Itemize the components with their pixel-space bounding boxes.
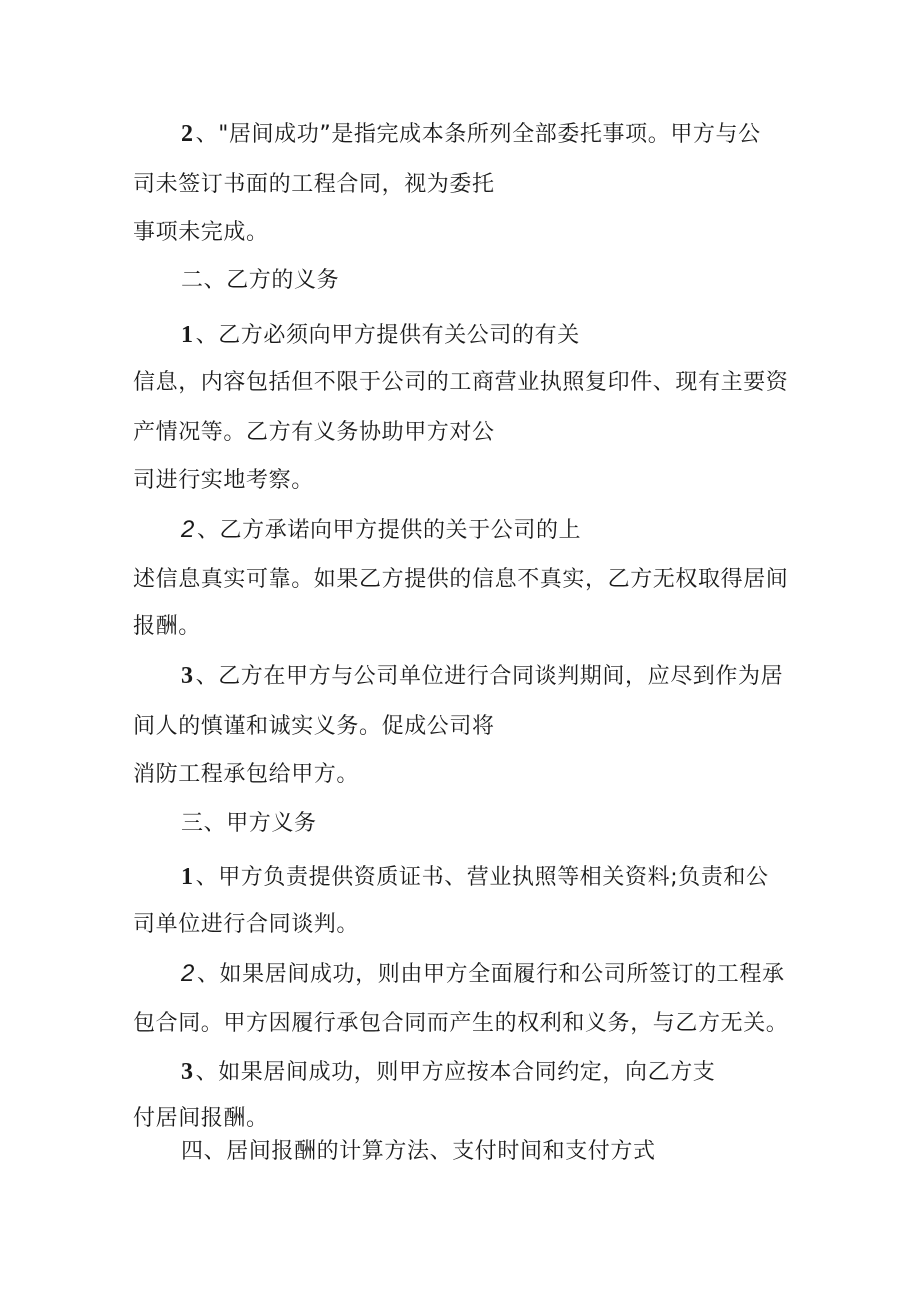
line-text: 、"居间成功”是指完成本条所列全部委托事项。甲方与公 — [195, 122, 761, 147]
paragraph-line: 信息，内容包括但不限于公司的工商营业执照复印件、现有主要资 — [133, 370, 789, 395]
paragraph-line: 司进行实地考察。 — [133, 468, 314, 493]
paragraph-line — [181, 862, 769, 893]
paragraph-line: 产情况等。乙方有义务协助甲方对公 — [133, 420, 495, 445]
line-text: 、甲方负责提供资质证书、营业执照等相关资料;负责和公 — [195, 865, 769, 890]
section-heading: 二、乙方的义务 — [181, 268, 340, 293]
paragraph-line — [181, 320, 580, 351]
item-number: 3 — [181, 1059, 194, 1085]
paragraph-line: 司单位进行合同谈判。 — [133, 912, 360, 937]
item-number: 2 — [181, 960, 195, 987]
section-heading: 三、甲方义务 — [181, 811, 317, 836]
line-text: 、如果居间成功，则甲方应按本合同约定，向乙方支 — [195, 1060, 716, 1085]
paragraph-line: 间人的慎谨和诚实义务。促成公司将 — [133, 714, 495, 739]
paragraph-line: 司未签订书面的工程合同，视为委托 — [133, 172, 495, 197]
line-text: 、如果居间成功，则由甲方全面履行和公司所签订的工程承 — [196, 962, 785, 987]
item-number: 2 — [181, 516, 195, 543]
line-text: 、乙方必须向甲方提供有关公司的有关 — [195, 323, 580, 348]
line-text: 、乙方在甲方与公司单位进行合同谈判期间，应尽到作为居 — [195, 664, 784, 689]
paragraph-line: 付居间报酬。 — [133, 1106, 269, 1131]
paragraph-line: 消防工程承包给甲方。 — [133, 762, 360, 787]
item-number: 2 — [181, 121, 194, 147]
paragraph-line: 事项未完成。 — [133, 220, 269, 245]
paragraph-line — [181, 119, 761, 150]
item-number: 1 — [181, 322, 194, 348]
paragraph-line — [181, 661, 783, 692]
line-text: 、乙方承诺向甲方提供的关于公司的上 — [196, 518, 582, 543]
paragraph-line: 述信息真实可靠。如果乙方提供的信息不真实，乙方无权取得居间 — [133, 567, 789, 592]
section-heading: 四、居间报酬的计算方法、支付时间和支付方式 — [181, 1139, 656, 1164]
paragraph-line — [181, 515, 581, 546]
paragraph-line: 包合同。甲方因履行承包合同而产生的权利和义务，与乙方无关。 — [133, 1011, 789, 1036]
paragraph-line — [181, 959, 785, 990]
item-number: 3 — [181, 663, 194, 689]
paragraph-line: 报酬。 — [133, 614, 201, 639]
paragraph-line — [181, 1057, 715, 1088]
item-number: 1 — [181, 864, 194, 890]
